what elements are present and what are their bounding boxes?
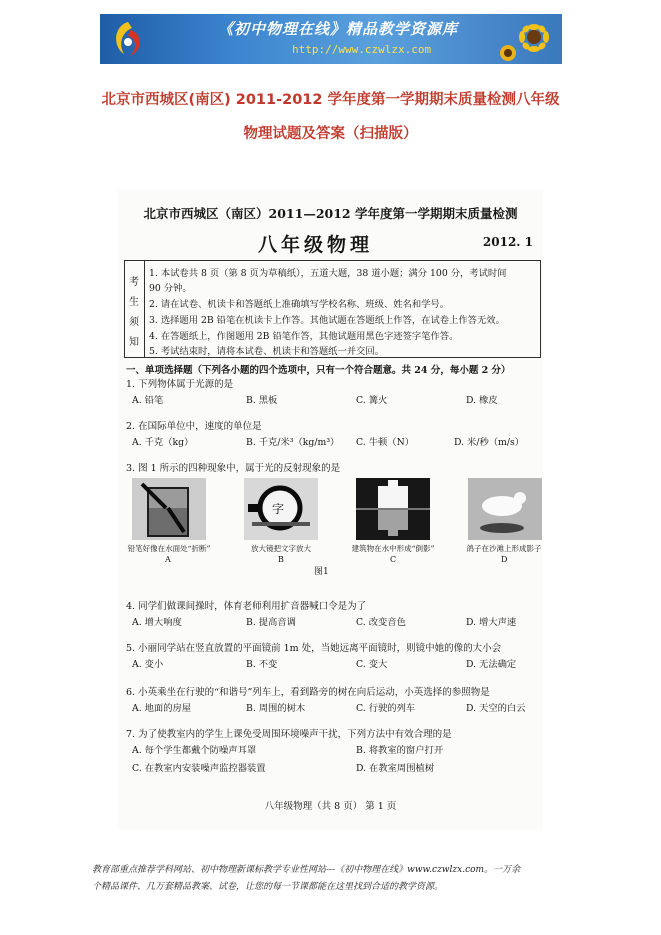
- question-stem: 2. 在国际单位中，速度的单位是: [126, 421, 262, 432]
- option: B. 千克/米³（kg/m³）: [246, 437, 340, 448]
- figure-caption: 放大镜把文字放大: [251, 544, 311, 553]
- notice-item: 5. 考试结束时，请将本试卷、机读卡和答题纸一并交回。: [149, 346, 384, 357]
- option: D. 橡皮: [466, 395, 498, 406]
- banner-title: 《初中物理在线》精品教学资源库: [218, 20, 459, 38]
- site-logo-icon: [108, 18, 148, 60]
- section-heading: 一、单项选择题（下列各小题的四个选项中，只有一个符合题意。共 24 分，每小题 2 分）: [126, 365, 511, 376]
- option: A. 铅笔: [132, 395, 164, 406]
- scan-page-footer: 八年级物理（共 8 页） 第 1 页: [264, 801, 397, 812]
- figure-letter: D: [501, 555, 508, 564]
- option: C. 篝火: [356, 395, 388, 406]
- notice-label-char: 须: [129, 317, 139, 328]
- option: D. 米/秒（m/s）: [454, 437, 525, 448]
- footer-line: 个精品课件、几万套精品教案、试卷，让您的每一节课都能在这里找到合适的教学资源。: [92, 882, 444, 892]
- notice-label-char: 知: [129, 337, 139, 348]
- site-footer: [92, 862, 582, 896]
- page-title-line2: 物理试题及答案（扫描版）: [243, 126, 418, 142]
- figure-a-image: [132, 478, 206, 540]
- figure-title: 图1: [314, 567, 329, 577]
- option: B. 黑板: [246, 395, 278, 406]
- notice-box: [124, 260, 541, 358]
- notice-label: [125, 261, 145, 357]
- exam-subject: 八年级物理: [258, 234, 374, 256]
- option: A. 增大响度: [132, 617, 182, 628]
- option: A. 千克（kg）: [132, 437, 194, 448]
- option: B. 不变: [246, 659, 278, 670]
- option: B. 提高音调: [246, 617, 296, 628]
- option: D. 在教室周围植树: [356, 763, 435, 774]
- option: C. 变大: [356, 659, 388, 670]
- notice-item: 2. 请在试卷、机读卡和答题纸上准确填写学校名称、班级、姓名和学号。: [149, 299, 450, 310]
- figure-caption: 鸽子在沙滩上形成影子: [466, 544, 542, 553]
- option: C. 牛顿（N）: [356, 437, 415, 448]
- figure-letter: C: [390, 555, 397, 564]
- page-title-line1: 北京市西城区(南区) 2011-2012 学年度第一学期期末质量检测八年级: [101, 92, 560, 108]
- question-stem: 4. 同学们做课间操时，体育老师利用扩音器喊口令是为了: [126, 601, 367, 612]
- question-stem: 5. 小丽同学站在竖直放置的平面镜前 1m 处，当她远离平面镜时，则镜中她的像的大小会: [126, 643, 502, 654]
- question-stem: 6. 小英乘坐在行驶的“和谐号”列车上，看到路旁的树在向后运动，小英选择的参照物是: [126, 687, 490, 698]
- figure-letter: B: [278, 555, 284, 564]
- exam-header: 北京市西城区（南区）2011—2012 学年度第一学期期末质量检测: [143, 206, 518, 221]
- option: D. 天空的白云: [466, 703, 526, 714]
- option: D. 增大声速: [466, 617, 517, 628]
- figure-caption: 建筑物在水中形成“倒影”: [351, 544, 435, 553]
- notice-item: 4. 在答题纸上，作图题用 2B 铅笔作答，其他试题用黑色字迹签字笔作答。: [149, 331, 459, 342]
- option: C. 行驶的列车: [356, 703, 416, 714]
- notice-item: 3. 选择题用 2B 铅笔在机读卡上作答。其他试题在答题纸上作答，在试卷上作答无效。: [149, 315, 505, 326]
- question-stem: 7. 为了使教室内的学生上课免受周围环境噪声干扰，下列方法中有效合理的是: [126, 729, 452, 740]
- option: C. 在教室内安装噪声监控器装置: [132, 763, 266, 774]
- option: A. 地面的房屋: [132, 703, 192, 714]
- figure-caption: 铅笔好像在水面处“折断”: [127, 544, 211, 553]
- figure-d-image: [468, 478, 542, 540]
- option: B. 周围的树木: [246, 703, 306, 714]
- notice-item: 1. 本试卷共 8 页（第 8 页为草稿纸），五道大题，38 道小题；满分 100 分，考试时间: [149, 268, 507, 279]
- question-stem: 3. 图 1 所示的四种现象中，属于光的反射现象的是: [126, 463, 341, 474]
- svg-text:字: 字: [272, 502, 285, 516]
- notice-label-char: 生: [129, 297, 139, 308]
- exam-date: 2012. 1: [482, 235, 533, 249]
- notice-label-char: 考: [129, 277, 139, 288]
- scanned-exam-page: [118, 190, 543, 830]
- option: D. 无法确定: [466, 659, 517, 670]
- figure-letter: A: [165, 555, 171, 564]
- option: A. 变小: [132, 659, 164, 670]
- option: A. 每个学生都戴个防噪声耳罩: [132, 745, 257, 756]
- figure-c-image: [356, 478, 430, 540]
- figure-b-image: [244, 478, 318, 540]
- footer-line: 教育部重点推荐学科网站、初中物理新课标教学专业性网站---《初中物理在线》www.czwlzx.com。一万余: [92, 865, 521, 875]
- question-stem: 1. 下列物体属于光源的是: [126, 379, 234, 390]
- option: B. 将教室的窗户打开: [356, 745, 444, 756]
- site-banner: [100, 14, 562, 64]
- option: C. 改变音色: [356, 617, 406, 628]
- notice-item: 90 分钟。: [149, 283, 192, 294]
- sunflower-icon: [496, 17, 556, 63]
- banner-url[interactable]: http://www.czwlzx.com: [292, 43, 432, 56]
